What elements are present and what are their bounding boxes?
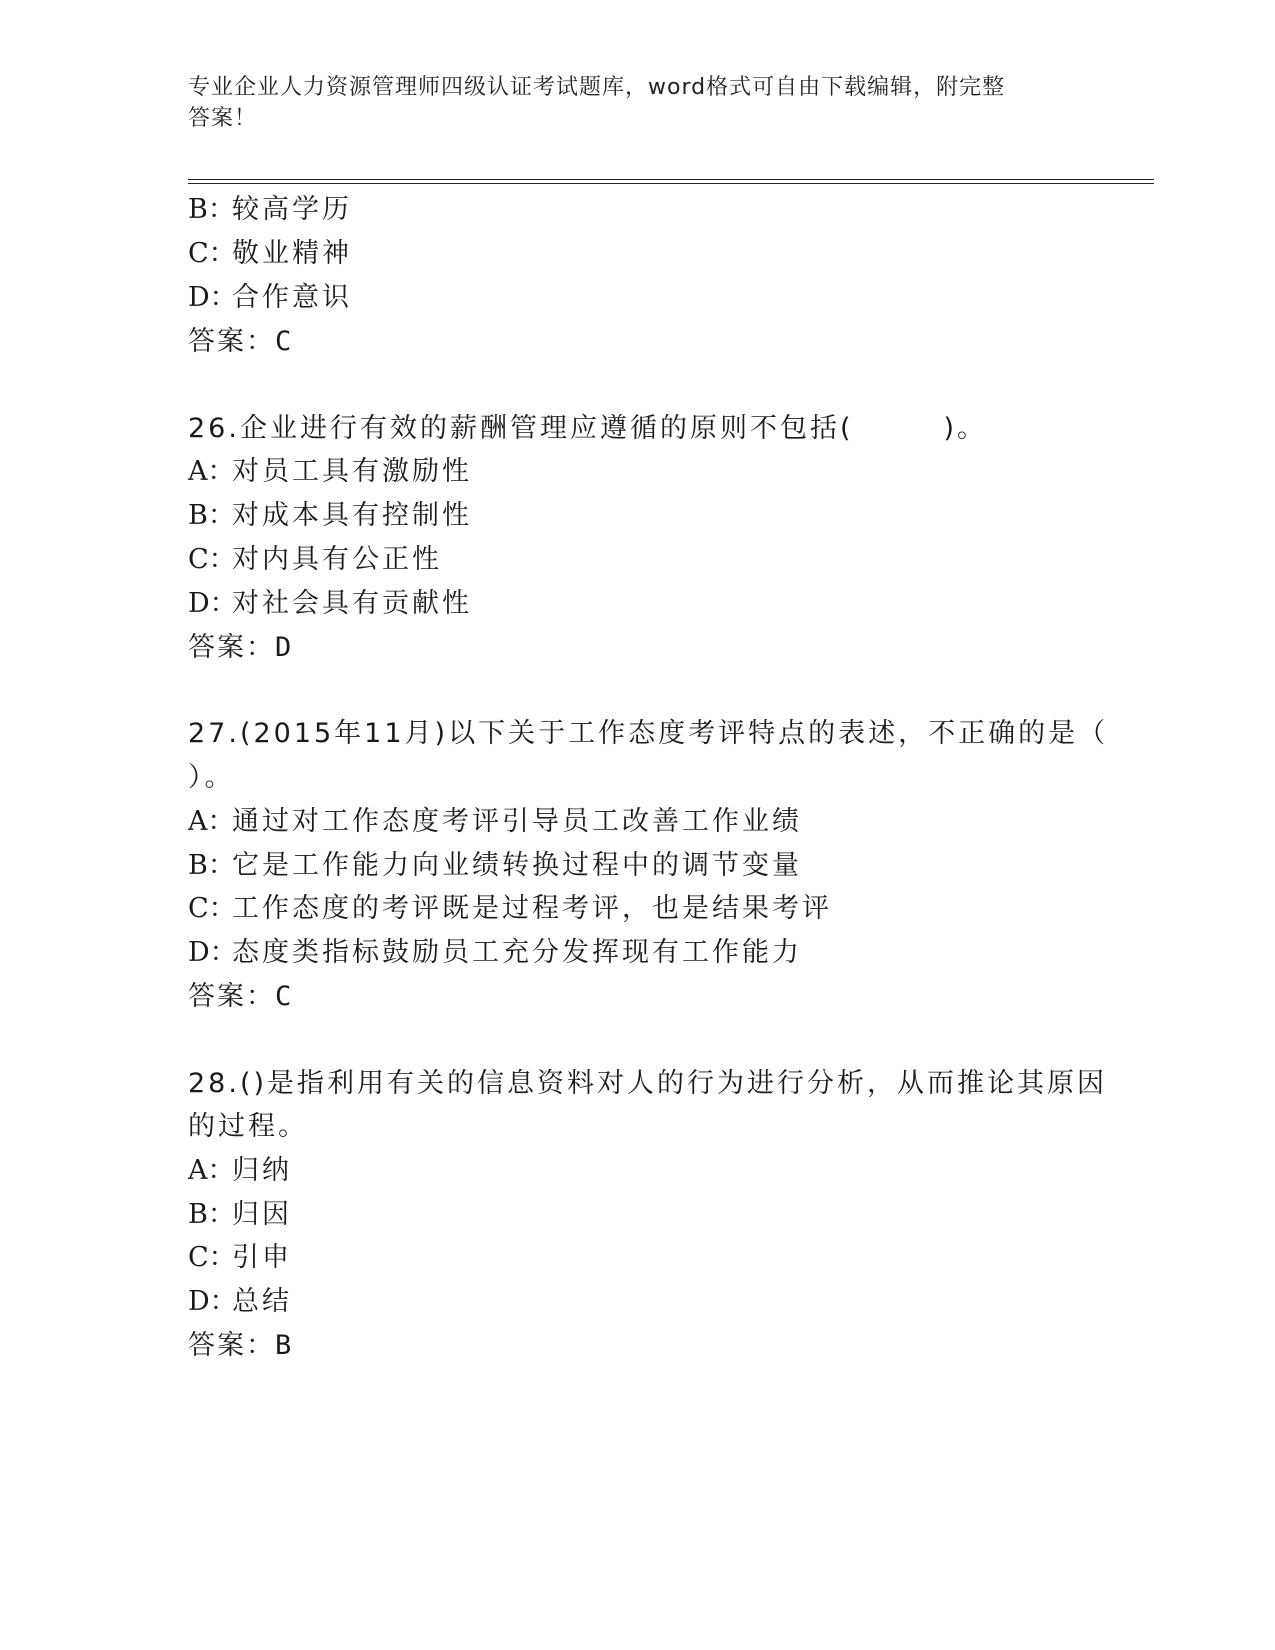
- option-label: B：: [188, 850, 235, 881]
- option-text: 态度类指标鼓励员工充分发挥现有工作能力: [232, 937, 802, 968]
- option-text: 通过对工作态度考评引导员工改善工作业绩: [232, 806, 802, 837]
- q27-stem-line-1: 27.(2015年11月)以下关于工作态度考评特点的表述，不正确的是（: [188, 718, 1109, 749]
- q27-stem-line-2: ）。: [188, 762, 235, 793]
- q25-option-b: [188, 187, 352, 233]
- option-text: 较高学历: [232, 194, 352, 225]
- header-line-2: 答案！: [188, 106, 258, 131]
- option-text: 对成本具有控制性: [232, 500, 472, 531]
- header-line-1: 专业企业人力资源管理师四级认证考试题库，word格式可自由下载编辑，附完整: [188, 75, 1006, 100]
- option-label: A：: [188, 1155, 235, 1186]
- q28-option-b: [188, 1192, 292, 1238]
- header-rule-top: [188, 179, 1154, 180]
- q25-option-d: [188, 275, 352, 321]
- answer-value: B: [275, 1330, 294, 1361]
- option-text: 总结: [232, 1286, 292, 1317]
- q28-option-d: [188, 1279, 292, 1325]
- option-text: 归因: [232, 1199, 292, 1230]
- document-header: [188, 72, 1068, 134]
- option-label: D：: [188, 588, 237, 619]
- option-text: 归纳: [232, 1155, 292, 1186]
- option-label: B：: [188, 194, 235, 225]
- q28-option-a: [188, 1148, 292, 1194]
- option-text: 对内具有公正性: [232, 544, 442, 575]
- option-label: B：: [188, 500, 235, 531]
- option-label: C：: [188, 1242, 236, 1273]
- q26-stem: 26.企业进行有效的薪酬管理应遵循的原则不包括( )。: [188, 413, 988, 444]
- answer-value: D: [275, 632, 294, 663]
- option-label: A：: [188, 456, 235, 487]
- option-text: 对社会具有贡献性: [232, 588, 472, 619]
- option-text: 敬业精神: [232, 238, 352, 269]
- answer-value: C: [275, 981, 294, 1012]
- option-label: D：: [188, 1286, 237, 1317]
- q28-stem-line-1: 28.()是指利用有关的信息资料对人的行为进行分析，从而推论其原因: [188, 1068, 1108, 1099]
- q26-answer: [188, 625, 293, 671]
- q27-answer: [188, 974, 293, 1020]
- q28-stem-line-2: 的过程。: [188, 1111, 308, 1142]
- answer-label: 答案：: [188, 1330, 275, 1361]
- option-label: C：: [188, 893, 236, 924]
- option-text: 合作意识: [232, 282, 352, 313]
- option-label: C：: [188, 544, 236, 575]
- option-text: 引申: [232, 1242, 292, 1273]
- answer-value: C: [275, 326, 294, 357]
- q27-option-d: [188, 930, 802, 976]
- q27-option-c: [188, 886, 832, 932]
- answer-label: 答案：: [188, 981, 275, 1012]
- option-text: 它是工作能力向业绩转换过程中的调节变量: [232, 850, 802, 881]
- answer-label: 答案：: [188, 326, 275, 357]
- option-text: 工作态度的考评既是过程考评，也是结果考评: [232, 893, 832, 924]
- q26-option-a: [188, 449, 472, 495]
- option-label: B：: [188, 1199, 235, 1230]
- q28-answer: [188, 1323, 293, 1369]
- q25-answer: [188, 319, 293, 365]
- option-label: C：: [188, 238, 236, 269]
- option-text: 对员工具有激励性: [232, 456, 472, 487]
- q26-option-c: [188, 537, 442, 583]
- option-label: D：: [188, 937, 237, 968]
- option-label: A：: [188, 806, 235, 837]
- option-label: D：: [188, 282, 237, 313]
- q28-option-c: [188, 1235, 292, 1281]
- q27-option-b: [188, 843, 802, 889]
- answer-label: 答案：: [188, 632, 275, 663]
- q27-option-a: [188, 799, 802, 845]
- q26-option-b: [188, 493, 472, 539]
- header-rule-bottom: [188, 183, 1154, 184]
- q25-option-c: [188, 231, 352, 277]
- q26-option-d: [188, 581, 472, 627]
